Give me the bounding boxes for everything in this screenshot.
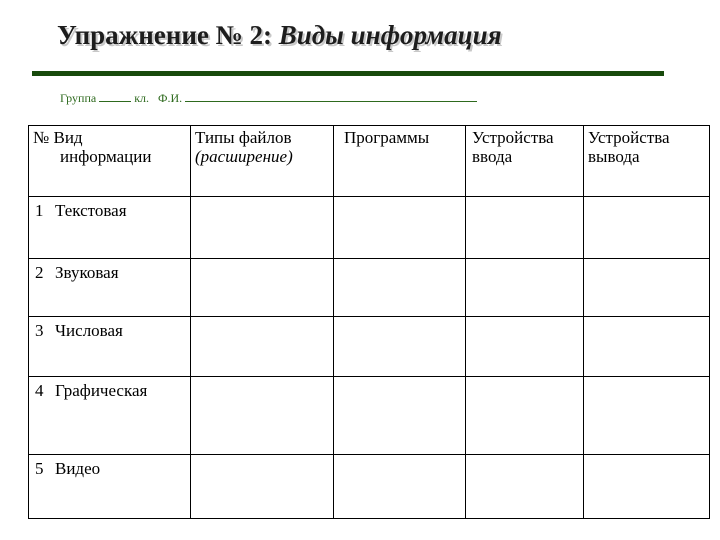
row-label-cell [29,259,191,317]
input-devices-cell[interactable] [466,455,584,519]
input-devices-cell[interactable] [466,259,584,317]
input-devices-cell[interactable] [466,317,584,377]
programs-cell[interactable] [334,197,466,259]
row-label-cell [29,317,191,377]
file-types-cell[interactable] [191,197,334,259]
header-input-line2: ввода [472,147,513,166]
header-output-line2: вывода [588,147,640,166]
header-output-line1: Устройства [588,128,670,147]
header-files-line2: (расширение) [195,147,293,166]
row-label: Числовая [55,321,123,340]
header-num: № [33,128,50,147]
student-info-line [60,90,477,106]
row-number: 2 [35,263,44,282]
row-label-cell [29,197,191,259]
file-types-cell[interactable] [191,317,334,377]
header-type-line2: информации [60,147,152,166]
header-programs-label: Программы [344,128,430,147]
header-num-type [29,126,191,197]
name-label: Ф.И. [158,91,183,105]
header-output-devices [584,126,710,197]
class-label: кл. [134,91,150,105]
name-blank [185,90,477,102]
row-label: Звуковая [55,263,119,282]
row-label-cell [29,377,191,455]
output-devices-cell[interactable] [584,197,710,259]
output-devices-cell[interactable] [584,317,710,377]
header-type-line1: Вид [53,128,83,147]
output-devices-cell[interactable] [584,455,710,519]
table-header-row [29,126,710,197]
row-number: 5 [35,459,44,478]
row-label: Видео [55,459,101,478]
table-row [29,259,710,317]
file-types-cell[interactable] [191,259,334,317]
row-number: 1 [35,201,44,220]
table-row [29,377,710,455]
row-label-cell [29,455,191,519]
page-title [57,20,502,51]
row-number: 3 [35,321,44,340]
programs-cell[interactable] [334,317,466,377]
group-label: Группа [60,91,97,105]
header-programs [334,126,466,197]
table-row [29,317,710,377]
output-devices-cell[interactable] [584,377,710,455]
title-topic: Виды информация [278,20,502,50]
file-types-cell[interactable] [191,377,334,455]
header-file-types [191,126,334,197]
output-devices-cell[interactable] [584,259,710,317]
table-row [29,197,710,259]
programs-cell[interactable] [334,377,466,455]
info-types-table [28,125,710,519]
row-label: Текстовая [55,201,127,220]
table-row [29,455,710,519]
title-divider [32,71,664,76]
header-files-line1: Типы файлов [195,128,292,147]
programs-cell[interactable] [334,455,466,519]
row-number: 4 [35,381,44,400]
group-blank [99,90,131,102]
input-devices-cell[interactable] [466,377,584,455]
row-label: Графическая [55,381,148,400]
header-input-line1: Устройства [472,128,554,147]
file-types-cell[interactable] [191,455,334,519]
input-devices-cell[interactable] [466,197,584,259]
header-input-devices [466,126,584,197]
programs-cell[interactable] [334,259,466,317]
title-prefix: Упражнение № 2: [57,20,279,50]
